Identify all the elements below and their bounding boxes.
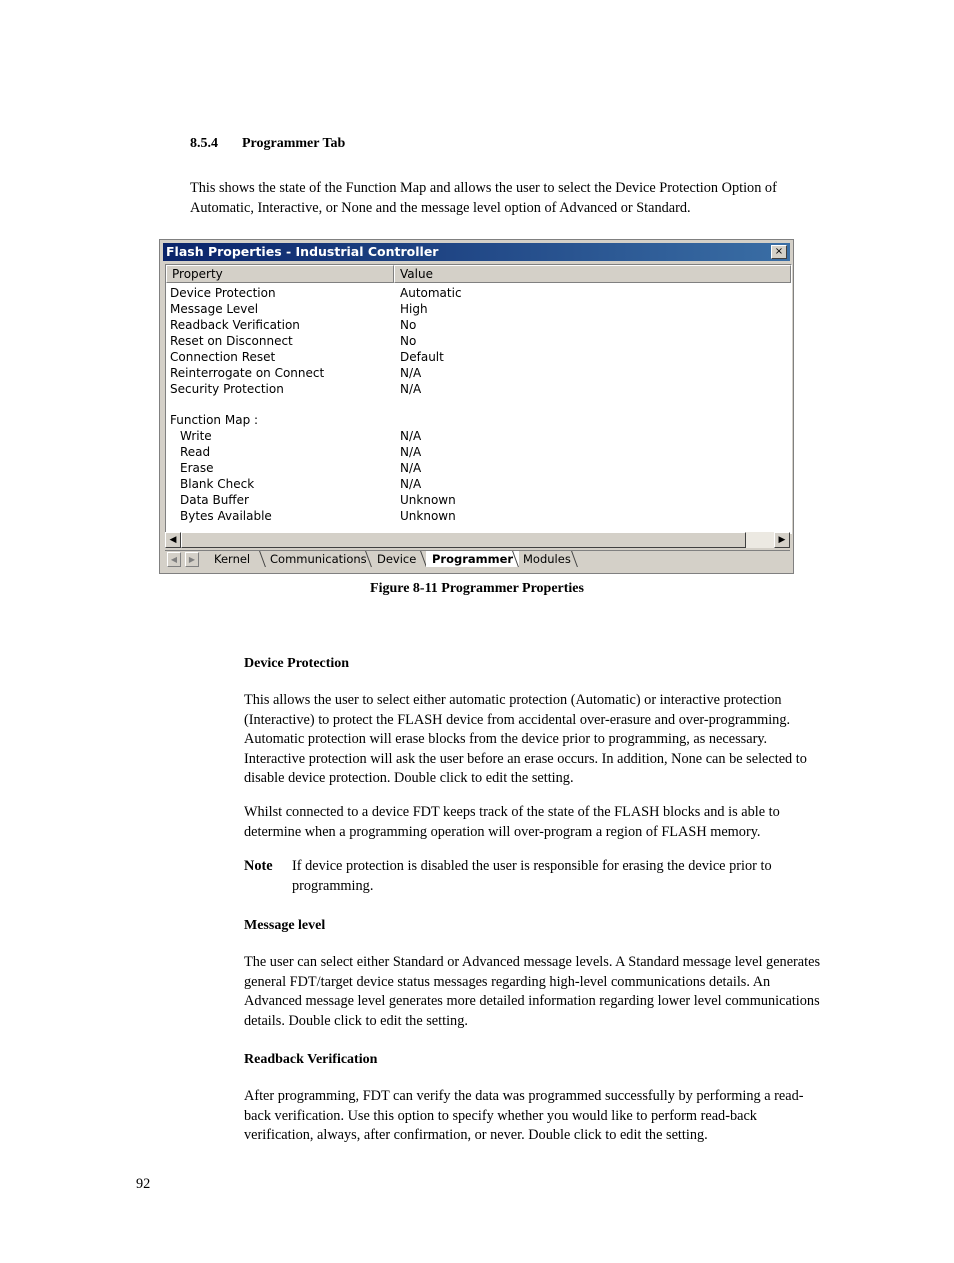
column-header-property[interactable]: Property <box>166 265 394 283</box>
device-protection-paragraph-1: This allows the user to select either automatic protection (Automatic) or interactive protection (Interactive) to protect the FLASH device from accidental over-erasure and over-programming. Automatic protection will erase blocks from the device prior to programming, as necessary. Interactive protection will ask the user before an erase occurs. In addition, None can be selected to disable device protection. Double click to edit the setting. <box>244 692 807 786</box>
tab-programmer[interactable]: Programmer <box>426 551 519 567</box>
property-row[interactable] <box>166 477 786 493</box>
property-name: Security Protection <box>170 382 284 396</box>
property-row[interactable] <box>166 493 786 509</box>
device-protection-heading: Device Protection <box>244 656 350 671</box>
note-text: If device protection is disabled the user is responsible for erasing the device prior to programming. <box>292 858 772 894</box>
property-value: Default <box>400 350 444 364</box>
property-name: Device Protection <box>170 286 276 300</box>
tab-modules[interactable]: Modules <box>523 552 571 566</box>
property-row[interactable] <box>166 413 786 429</box>
properties-list <box>165 264 792 534</box>
readback-heading: Readback Verification <box>244 1052 378 1067</box>
tab-communications[interactable]: Communications <box>270 552 367 566</box>
window-titlebar <box>163 243 790 261</box>
property-name: Message Level <box>170 302 259 316</box>
property-row[interactable] <box>166 382 786 398</box>
tab-prev-icon[interactable]: ◀ <box>167 552 181 567</box>
section-title: Programmer Tab <box>242 136 346 151</box>
property-row[interactable] <box>166 366 786 382</box>
property-value: High <box>400 302 428 316</box>
horizontal-scrollbar[interactable] <box>165 532 790 548</box>
note-label: Note <box>244 858 273 874</box>
flash-properties-window <box>159 239 794 574</box>
property-name: Readback Verification <box>170 318 300 332</box>
property-name: Read <box>180 445 211 459</box>
property-name: Function Map : <box>170 413 259 427</box>
property-value: N/A <box>400 461 422 475</box>
tab-kernel[interactable]: Kernel <box>214 552 251 566</box>
column-header-value[interactable]: Value <box>394 265 791 283</box>
property-value: Automatic <box>400 286 462 300</box>
property-name: Bytes Available <box>180 509 272 523</box>
property-row[interactable] <box>166 509 786 525</box>
property-value: N/A <box>400 445 422 459</box>
scroll-left-icon[interactable]: ◀ <box>165 532 181 548</box>
section-heading <box>190 136 345 152</box>
property-row[interactable] <box>166 429 786 445</box>
window-title: Flash Properties - Industrial Controller <box>166 244 439 259</box>
property-value: No <box>400 334 417 348</box>
tab-next-icon[interactable]: ▶ <box>185 552 199 567</box>
scroll-thumb[interactable] <box>181 532 746 548</box>
property-name: Connection Reset <box>170 350 276 364</box>
property-row[interactable] <box>166 302 786 318</box>
property-value: Unknown <box>400 509 456 523</box>
property-value: No <box>400 318 417 332</box>
property-row[interactable] <box>166 461 786 477</box>
section-number: 8.5.4 <box>190 136 218 151</box>
figure-caption: Figure 8-11 Programmer Properties <box>370 581 584 596</box>
property-row[interactable] <box>166 350 786 366</box>
property-row[interactable] <box>166 318 786 334</box>
property-name: Blank Check <box>180 477 255 491</box>
intro-paragraph: This shows the state of the Function Map and allows the user to select the Device Protection Option of Automatic, Interactive, or None and the message level option of Advanced or Standard. <box>190 180 777 216</box>
property-row[interactable] <box>166 334 786 350</box>
tab-device[interactable]: Device <box>377 552 417 566</box>
readback-paragraph: After programming, FDT can verify the data was programmed successfully by performing a read-back verification. Use this option to specify whether you would like to perform read-back verification, always, after confirmation, or never. Double click to edit the setting. <box>244 1088 804 1143</box>
property-value: N/A <box>400 382 422 396</box>
device-protection-paragraph-2: Whilst connected to a device FDT keeps track of the state of the FLASH blocks and is able to determine when a programming operation will over-program a region of FLASH memory. <box>244 804 780 840</box>
property-name: Erase <box>180 461 214 475</box>
message-level-heading: Message level <box>244 918 326 933</box>
property-value: N/A <box>400 477 422 491</box>
tab-strip <box>165 550 790 569</box>
property-name: Reset on Disconnect <box>170 334 293 348</box>
property-name: Reinterrogate on Connect <box>170 366 325 380</box>
property-value: N/A <box>400 366 422 380</box>
property-value: Unknown <box>400 493 456 507</box>
property-row[interactable] <box>166 286 786 302</box>
close-icon[interactable]: × <box>771 245 787 259</box>
message-level-paragraph: The user can select either Standard or Advanced message levels. A Standard message level generates general FDT/target device status messages regarding high-level communications details. An Advanced message level generates more detailed information regarding lower level communications details. Double click to edit the setting. <box>244 954 821 1029</box>
scroll-right-icon[interactable]: ▶ <box>774 532 790 548</box>
page-number: 92 <box>136 1176 151 1192</box>
property-name: Write <box>180 429 212 443</box>
property-value: N/A <box>400 429 422 443</box>
property-name: Data Buffer <box>180 493 249 507</box>
property-row[interactable] <box>166 445 786 461</box>
